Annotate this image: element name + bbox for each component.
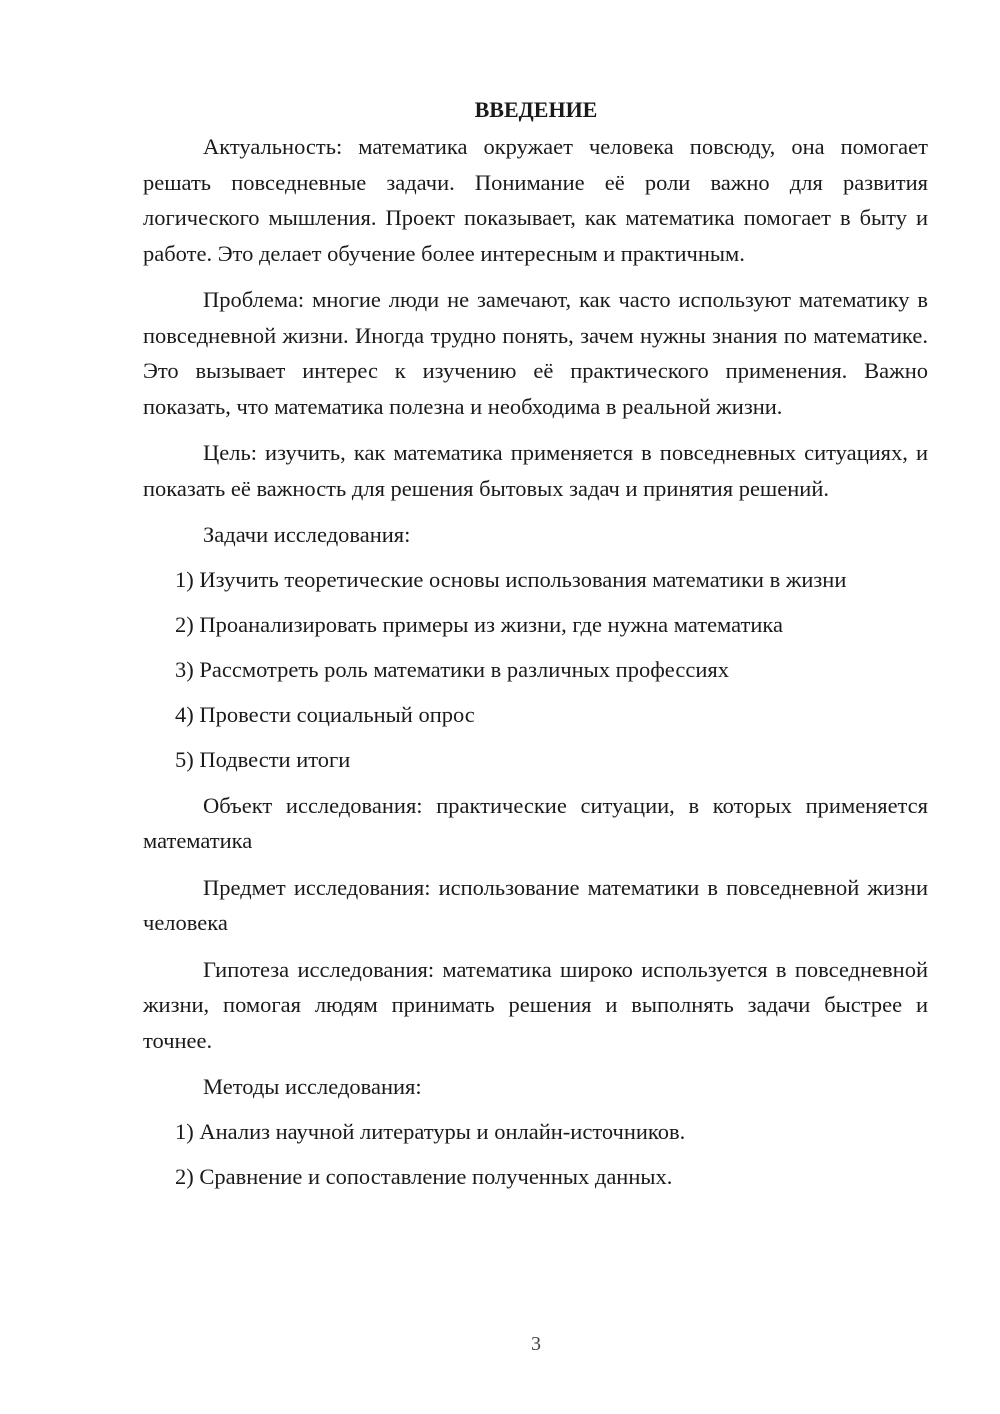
problem-paragraph: Проблема: многие люди не замечают, как часто используют математику в повседневной жизни. Иногда трудно понять, зачем нужны знания по математике. Это вызывает интерес к изучению её практического применения. Важно показать, что математика полезна и необходима в реальной жизни. (143, 287, 928, 419)
hypothesis-paragraph: Гипотеза исследования: математика широко используется в повседневной жизни, помогая людям принимать решения и выполнять задачи быстрее и точнее. (143, 956, 928, 1053)
list-item: 2) Проанализировать примеры из жизни, где нужна математика (175, 612, 783, 637)
tasks-heading: Задачи исследования: (203, 522, 411, 547)
list-item: 5) Подвести итоги (175, 747, 351, 772)
list-item: 1) Изучить теоретические основы использования математики в жизни (175, 567, 847, 592)
page-number: 3 (531, 1333, 541, 1355)
list-item: 2) Сравнение и сопоставление полученных данных. (175, 1164, 673, 1189)
goal-paragraph: Цель: изучить, как математика применяется в повседневных ситуациях, и показать её важность для решения бытовых задач и принятия решений. (143, 440, 928, 501)
tasks-list (143, 562, 928, 778)
relevance-paragraph: Актуальность: математика окружает человека повсюду, она помогает решать повседневные задачи. Понимание её роли важно для развития логического мышления. Проект показывает, как математика помогает в быту и работе. Это делает обучение более интересным и практичным. (143, 134, 928, 266)
object-paragraph: Объект исследования: практические ситуации, в которых применяется математика (143, 792, 928, 853)
page-content (143, 92, 928, 1195)
methods-list (143, 1114, 928, 1195)
list-item: 3) Рассмотреть роль математики в различных профессиях (175, 657, 729, 682)
list-item: 4) Провести социальный опрос (175, 702, 475, 727)
subject-paragraph: Предмет исследования: использование математики в повседневной жизни человека (143, 874, 928, 935)
section-title: ВВЕДЕНИЕ (474, 97, 598, 122)
list-item: 1) Анализ научной литературы и онлайн-источников. (175, 1119, 686, 1144)
methods-heading: Методы исследования: (203, 1074, 422, 1099)
